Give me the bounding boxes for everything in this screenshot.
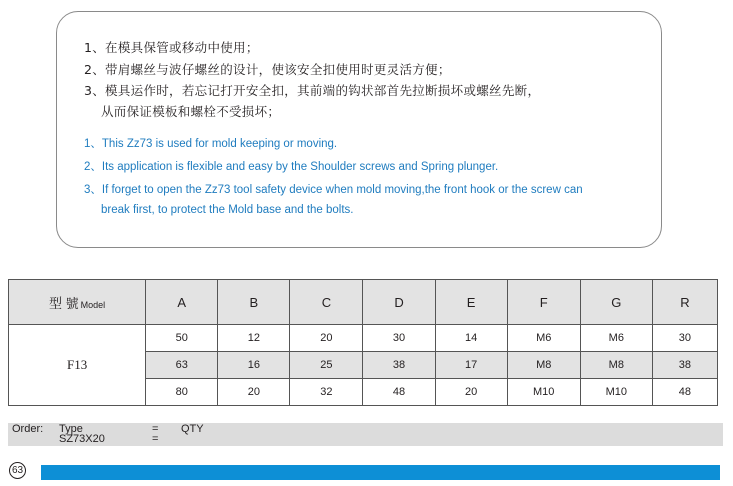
- header-model-en: Model: [80, 299, 106, 310]
- header-g: G: [580, 280, 652, 325]
- cell-c: 20: [290, 325, 363, 352]
- order-equals-1: =: [152, 423, 159, 435]
- table-row: [9, 325, 718, 352]
- cell-b: 20: [218, 379, 290, 406]
- order-example: SZ73X20: [59, 433, 105, 445]
- order-qty-label: QTY: [181, 423, 204, 435]
- cell-f: M10: [507, 379, 580, 406]
- cell-f: M6: [507, 325, 580, 352]
- header-d: D: [363, 280, 435, 325]
- cell-r: 48: [652, 379, 717, 406]
- note-en-3: 3、If forget to open the Zz73 tool safety device when mold moving,the front hook or the screw can: [84, 184, 583, 196]
- cell-b: 16: [218, 352, 290, 379]
- header-r: R: [652, 280, 717, 325]
- cell-c: 25: [290, 352, 363, 379]
- header-model: [9, 280, 146, 325]
- footer-bar: [41, 465, 720, 480]
- header-e: E: [435, 280, 507, 325]
- spec-table: [8, 279, 718, 406]
- header-f: F: [507, 280, 580, 325]
- cell-r: 38: [652, 352, 717, 379]
- note-cn-2: 2、带肩螺丝与波仔螺丝的设计，使该安全扣使用时更灵活方便；: [84, 62, 451, 77]
- order-bar: [8, 423, 723, 446]
- note-en-1: 1、This Zz73 is used for mold keeping or moving.: [84, 138, 338, 150]
- cell-c: 32: [290, 379, 363, 406]
- header-model-cn: 型 號: [49, 295, 79, 311]
- cell-g: M6: [580, 325, 652, 352]
- table-header-row: [9, 280, 718, 325]
- order-equals-2: =: [152, 433, 159, 445]
- cell-d: 38: [363, 352, 435, 379]
- cell-b: 12: [218, 325, 290, 352]
- header-c: C: [290, 280, 363, 325]
- cell-f: M8: [507, 352, 580, 379]
- note-cn-3: 3、模具运作时，若忘记打开安全扣，其前端的钩状部首先拉断损坏或螺丝先断，: [84, 83, 541, 98]
- note-en-2: 2、Its application is flexible and easy by the Shoulder screws and Spring plunger.: [84, 161, 499, 173]
- page-number: 63: [9, 462, 26, 479]
- cell-d: 48: [363, 379, 435, 406]
- note-cn-1: 1、在模具保管或移动中使用；: [84, 40, 259, 55]
- model-cell: F13: [9, 325, 146, 406]
- header-b: B: [218, 280, 290, 325]
- note-cn-3-cont: 从而保证模板和螺栓不受损坏；: [101, 104, 281, 119]
- cell-a: 80: [146, 379, 218, 406]
- cell-a: 50: [146, 325, 218, 352]
- cell-r: 30: [652, 325, 717, 352]
- order-label: Order:: [12, 423, 44, 435]
- cell-g: M8: [580, 352, 652, 379]
- order-type-label: Type: [59, 423, 83, 435]
- cell-e: 14: [435, 325, 507, 352]
- cell-e: 17: [435, 352, 507, 379]
- cell-a: 63: [146, 352, 218, 379]
- note-en-3-cont: break first, to protect the Mold base and the bolts.: [101, 204, 354, 216]
- cell-g: M10: [580, 379, 652, 406]
- cell-e: 20: [435, 379, 507, 406]
- header-a: A: [146, 280, 218, 325]
- cell-d: 30: [363, 325, 435, 352]
